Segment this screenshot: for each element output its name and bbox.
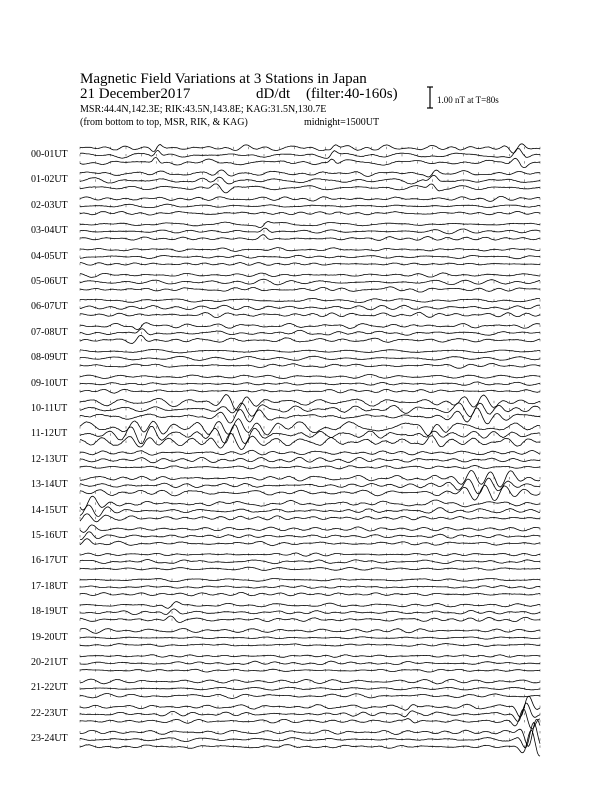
hour-label: 20-21UT [31,657,68,668]
hour-label: 23-24UT [31,733,68,745]
hour-label: 07-08UT [31,326,68,338]
trace-order-note: (from bottom to top, MSR, RIK, & KAG) [80,117,248,128]
hour-label: 18-19UT [31,606,68,618]
midnight-note: midnight=1500UT [304,117,380,128]
hour-label: 04-05UT [31,250,68,262]
hour-label: 03-04UT [31,225,68,237]
hour-label: 05-06UT [31,276,68,287]
hour-label: 06-07UT [31,301,68,313]
hour-label: 02-03UT [31,199,68,211]
hour-label: 09-10UT [31,377,68,389]
hour-label: 13-14UT [31,479,68,491]
hour-label: 14-15UT [31,504,68,516]
hour-label: 16-17UT [31,555,68,567]
scale-bar [427,87,433,108]
minute-ticks [80,502,540,504]
scale-bar-label: 1.00 nT at T=80s [437,95,499,105]
hour-label: 11-12UT [31,428,68,440]
trace-msr [80,709,540,729]
hour-label: 22-23UT [31,707,68,719]
hour-label: 12-13UT [31,453,68,465]
hour-label: 15-16UT [31,530,68,541]
component-label: dD/dt [256,86,291,102]
trace-rik [80,149,540,159]
minute-ticks [80,441,540,443]
chart-date: 21 December2017 [80,86,191,102]
trace-msr [80,730,540,756]
hour-label: 21-22UT [31,682,68,694]
hour-label: 01-02UT [31,174,68,186]
hour-label: 17-18UT [31,580,68,592]
hour-label: 00-01UT [31,149,68,160]
hour-label: 10-11UT [31,403,68,414]
station-coordinates: MSR:44.4N,142.3E; RIK:43.5N,143.8E; KAG:31.5N,130.7E [80,104,327,115]
hour-label: 08-09UT [31,352,68,364]
chart-title: Magnetic Field Variations at 3 Stations in Japan [80,71,367,87]
filter-label: (filter:40-160s) [306,86,398,102]
minute-ticks [80,433,540,435]
trace-rik [80,723,540,748]
hour-label: 19-20UT [31,631,68,643]
